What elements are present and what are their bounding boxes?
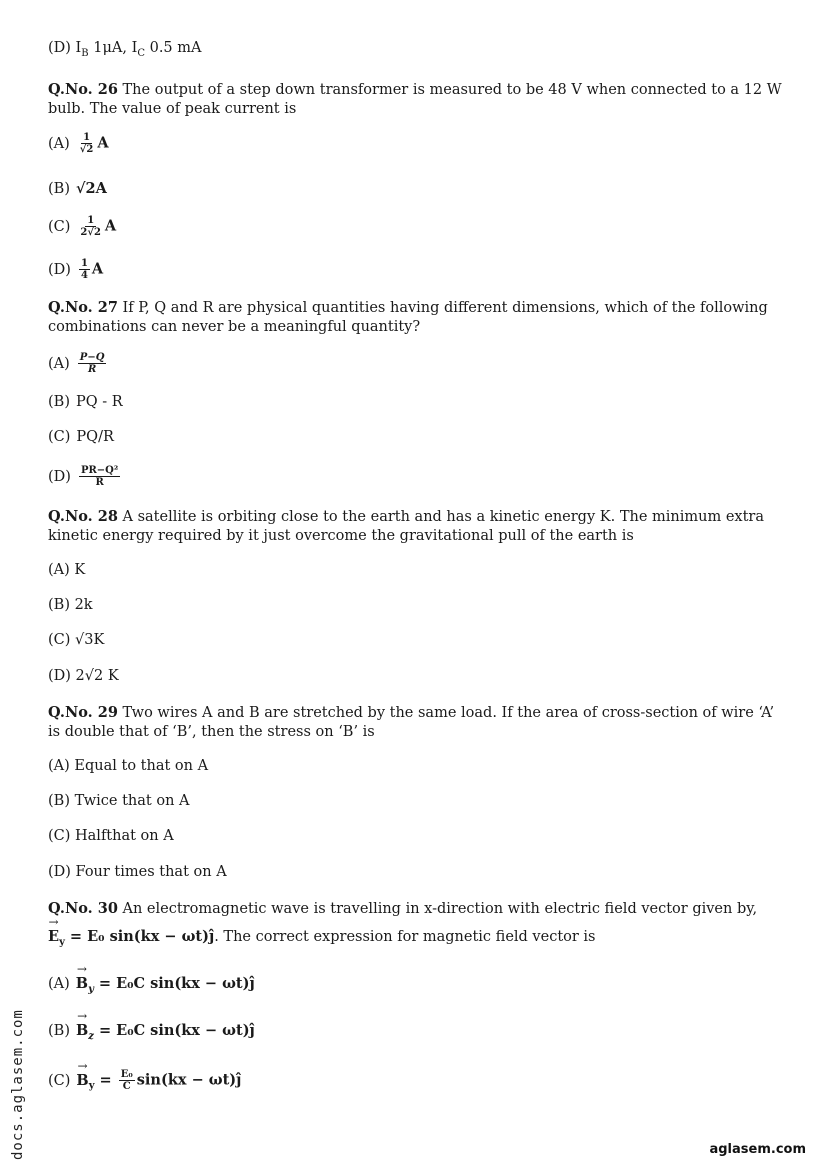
question-number: Q.No. 29 bbox=[48, 704, 118, 721]
q30-option-c: (C) → $B_y$ = $\frac{\text{E₀}}{C}$ sin(kx − ωt)ĵ bbox=[48, 1058, 242, 1092]
question-30 bbox=[48, 899, 783, 919]
q26-option-a: (A) $\frac{1}{√2}$ A bbox=[48, 132, 109, 155]
q29-option-b: (B) Twice that on A bbox=[48, 793, 190, 809]
q30-option-a: (A) → $B_y = E_0C$ sin(kx − ωt)ĵ bbox=[48, 962, 255, 995]
q27-option-d: (D) $\frac{\text{PR−Q²}}{R}$ bbox=[48, 465, 119, 488]
question-text: A satellite is orbiting close to the earth and has a kinetic energy K. The minimum extra kinetic energy required by it just overcome the gravitational pull of the earth is bbox=[48, 509, 764, 544]
q27-option-b: (B) PQ - R bbox=[48, 394, 123, 410]
q30-field-equation: → $E_y = E_0$ sin(kx − ωt)ĵ. The correct expression for magnetic field vector is bbox=[48, 915, 596, 948]
question-text: The output of a step down transformer is measured to be 48 V when connected to a 12 W bulb. The value of peak current is bbox=[48, 82, 782, 117]
q28-option-a: (A) K bbox=[48, 562, 86, 578]
q27-option-c: (C) PQ/R bbox=[48, 429, 114, 445]
q29-option-a: (A) Equal to that on A bbox=[48, 758, 209, 774]
q28-option-c: (C) √3K bbox=[48, 632, 105, 648]
question-number: Q.No. 30 bbox=[48, 900, 118, 917]
question-number: Q.No. 26 bbox=[48, 81, 118, 98]
question-26 bbox=[48, 80, 783, 119]
question-28 bbox=[48, 507, 783, 546]
q29-option-d: (D) Four times that on A bbox=[48, 864, 227, 880]
question-text: If P, Q and R are physical quantities having different dimensions, which of the following combinations can never be a meaningful quantity? bbox=[48, 300, 768, 335]
q26-option-c: (C) $\frac{1}{2√2}$ A bbox=[48, 215, 117, 238]
q26-option-d: (D) $\frac{1}{4}$ A bbox=[48, 258, 104, 281]
footer-brand: aglasem.com bbox=[709, 1142, 806, 1157]
question-text: An electromagnetic wave is travelling in x-direction with electric field vector given by, bbox=[117, 901, 758, 917]
question-text: Two wires A and B are stretched by the same load. If the area of cross-section of wire ‘A’ is double that of ‘B’, then the stress on ‘B’ is bbox=[48, 705, 775, 740]
q27-option-a: (A) $\frac{P-Q}{R}$ bbox=[48, 352, 105, 375]
watermark-text: docs.aglasem.com bbox=[10, 1009, 26, 1160]
q28-option-d: (D) 2√2 K bbox=[48, 668, 119, 684]
question-number: Q.No. 27 bbox=[48, 299, 118, 316]
question-number: Q.No. 28 bbox=[48, 508, 118, 525]
question-27 bbox=[48, 298, 783, 337]
prev-option-d: (D) $I_B$ 1μA, $I_C$ 0.5 mA bbox=[48, 40, 202, 59]
q28-option-b: (B) 2k bbox=[48, 597, 93, 613]
q29-option-c: (C) Halfthat on A bbox=[48, 828, 174, 844]
q30-option-b: (B) → $B_z = E_0C$ sin(kx − ωt)ĵ bbox=[48, 1009, 255, 1042]
q26-option-b: (B) √2A bbox=[48, 180, 107, 197]
question-29 bbox=[48, 703, 783, 742]
